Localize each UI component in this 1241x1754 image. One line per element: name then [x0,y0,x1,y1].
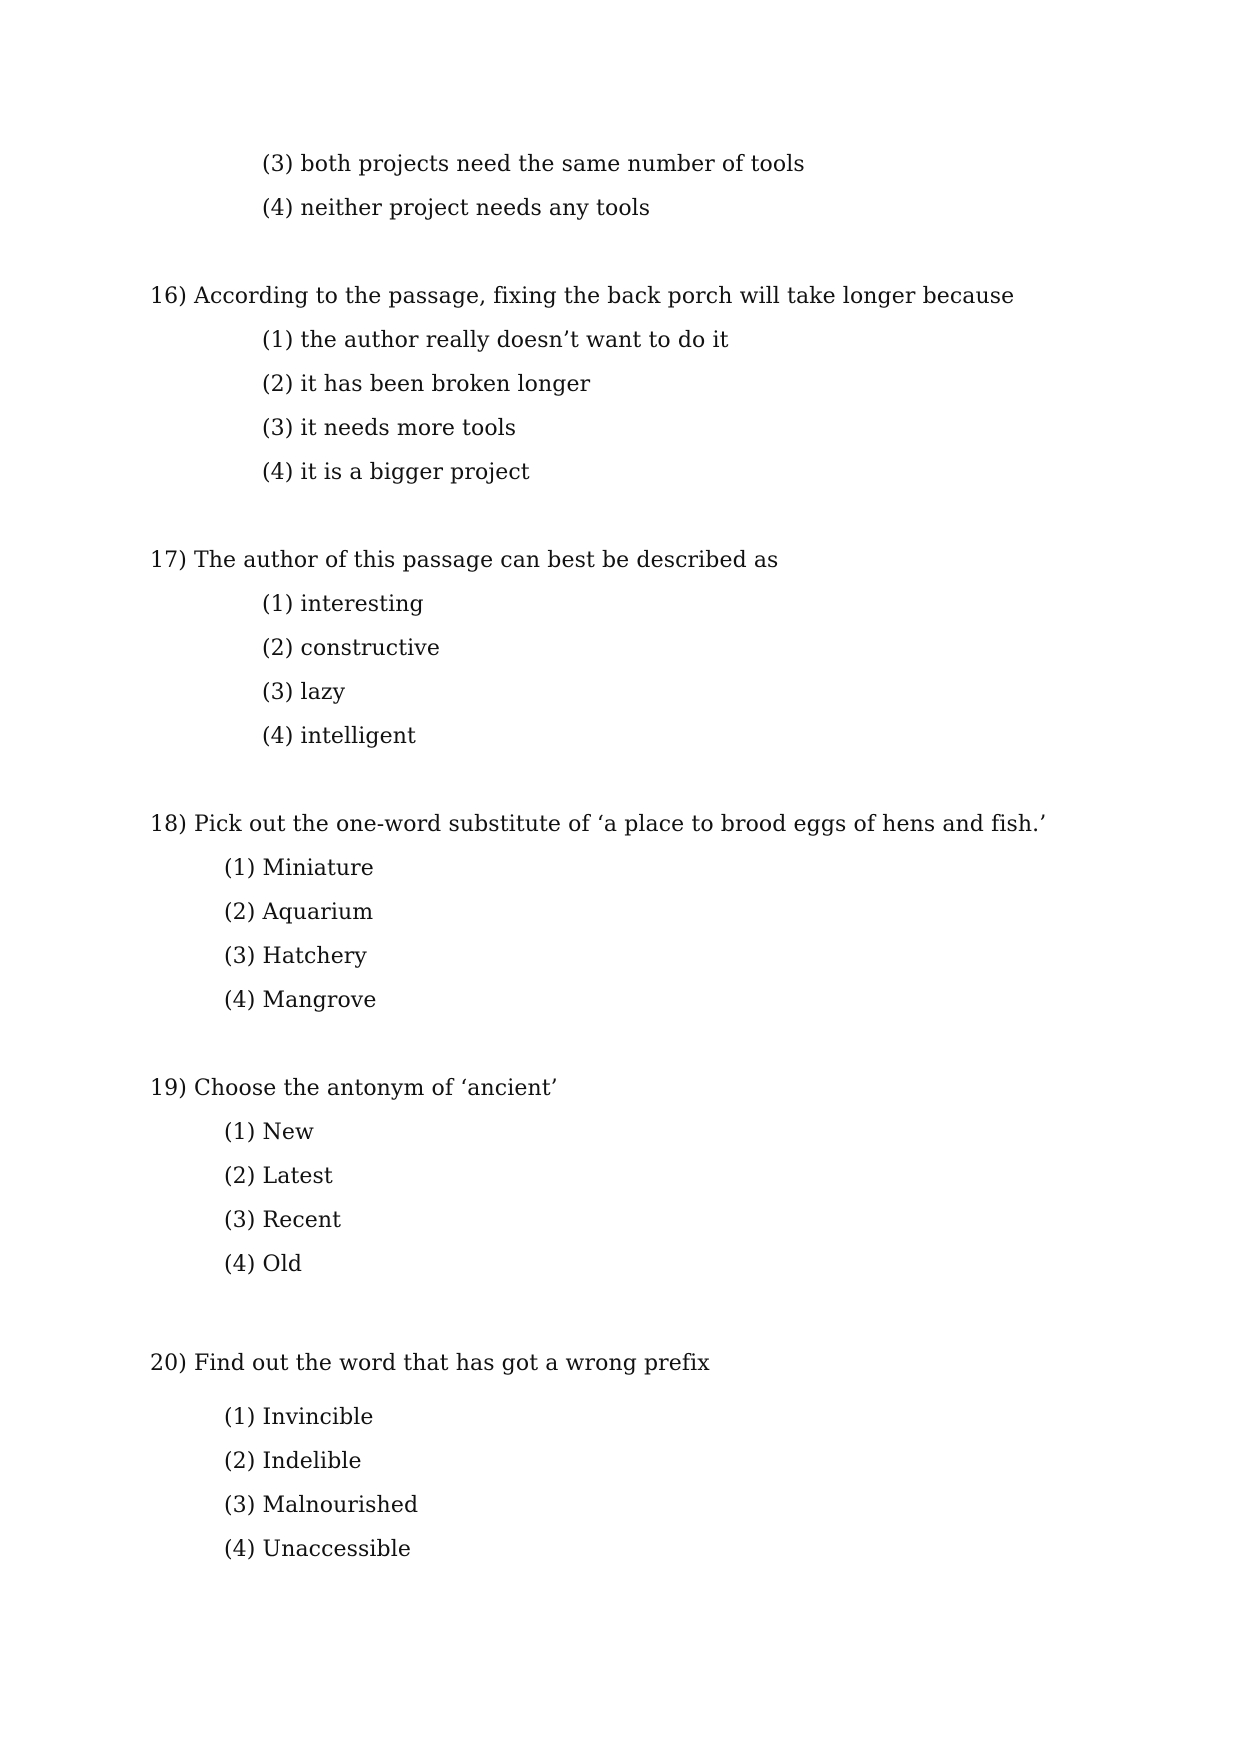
q18-option-2: (2) Aquarium [224,900,374,925]
q19-question: 19) Choose the antonym of ‘ancient’ [150,1076,558,1101]
q16-option-2: (2) it has been broken longer [262,372,591,397]
q16-option-4: (4) it is a bigger project [262,460,530,485]
q19-option-2: (2) Latest [224,1164,333,1189]
q18-option-4: (4) Mangrove [224,988,377,1013]
q17-option-3: (3) lazy [262,680,346,705]
q19-option-1: (1) New [224,1120,314,1145]
q16-option-1: (1) the author really doesn’t want to do it [262,328,729,353]
q19-option-4: (4) Old [224,1252,303,1277]
q18-question: 18) Pick out the one-word substitute of ‘a place to brood eggs of hens and fish.’ [150,812,1047,837]
q17-option-2: (2) constructive [262,636,440,661]
q17-question: 17) The author of this passage can best be described as [150,548,779,573]
q20-option-3: (3) Malnourished [224,1493,419,1518]
q17-option-1: (1) interesting [262,592,424,617]
q16-option-3: (3) it needs more tools [262,416,517,441]
q18-option-3: (3) Hatchery [224,944,367,969]
q18-option-1: (1) Miniature [224,856,374,881]
q20-question: 20) Find out the word that has got a wrong prefix [150,1351,710,1376]
q15-option-3: (3) both projects need the same number of tools [262,152,805,177]
q20-option-4: (4) Unaccessible [224,1537,411,1562]
q16-question: 16) According to the passage, fixing the back porch will take longer because [150,284,1015,309]
q17-option-4: (4) intelligent [262,724,416,749]
q15-option-4: (4) neither project needs any tools [262,196,651,221]
q20-option-1: (1) Invincible [224,1405,374,1430]
q19-option-3: (3) Recent [224,1208,342,1233]
q20-option-2: (2) Indelible [224,1449,362,1474]
